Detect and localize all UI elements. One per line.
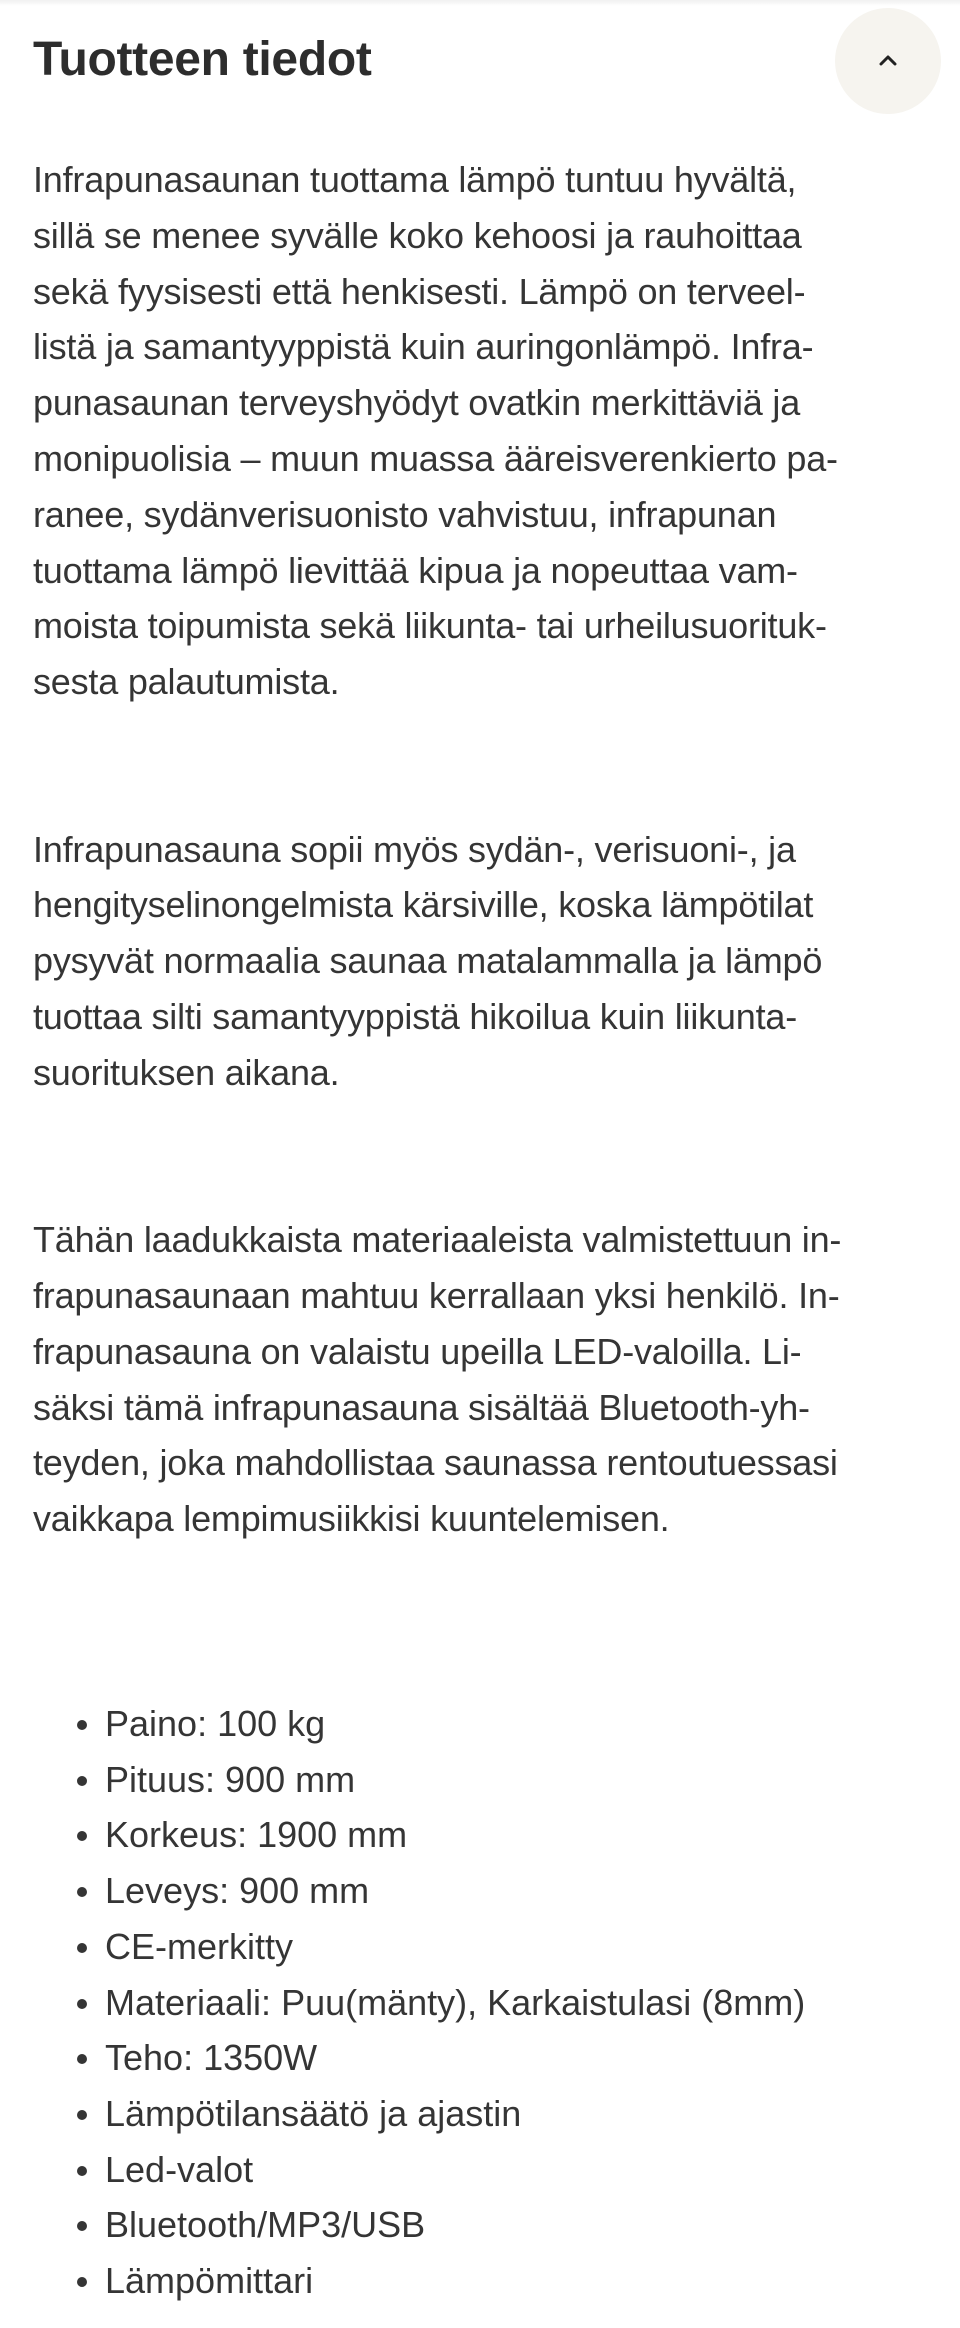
bullet-icon <box>77 2054 87 2064</box>
list-item <box>105 1975 805 2031</box>
spec-length: Pituus: 900 mm <box>105 1758 356 1800</box>
bullet-icon <box>77 1999 87 2009</box>
spec-height: Korkeus: 1900 mm <box>105 1814 408 1856</box>
spec-leds: Led-valot <box>105 2148 254 2190</box>
list-item <box>105 1696 805 1752</box>
chevron-up-icon <box>876 51 900 71</box>
list-item <box>105 1752 805 1808</box>
spec-list <box>105 1696 805 2309</box>
description-paragraph-2: Infrapunasauna sopii myös sydän-, verisuoni-, ja hengityselinongelmista kärsiville, koska lämpötilat pysyvät normaalia saunaa matalammalla ja lämpö tuottaa silti samantyyppistä hikoilua kuin liikunta- suorituksen aikana. <box>33 828 823 1093</box>
bullet-icon <box>77 1831 87 1841</box>
spec-ce: CE-merkitty <box>105 1925 293 1967</box>
product-description <box>33 152 938 1547</box>
list-item <box>105 2253 805 2309</box>
list-item <box>105 1807 805 1863</box>
spec-bluetooth: Bluetooth/MP3/USB <box>105 2204 426 2246</box>
list-item <box>105 2030 805 2086</box>
list-item <box>105 1863 805 1919</box>
spec-material: Materiaali: Puu(mänty), Karkaistulasi (8mm) <box>105 1981 806 2023</box>
spec-thermostat-timer: Lämpötilansäätö ja ajastin <box>105 2092 522 2134</box>
section-header <box>33 0 945 120</box>
spec-width: Leveys: 900 mm <box>105 1870 370 1912</box>
list-item <box>105 2086 805 2142</box>
collapse-button[interactable] <box>835 8 941 114</box>
bullet-icon <box>77 1943 87 1953</box>
bullet-icon <box>77 2166 87 2176</box>
description-paragraph-1: Infrapunasaunan tuottama lämpö tuntuu hyvältä, sillä se menee syvälle koko kehoosi ja rauhoittaa sekä fyysisesti että henkisesti. Lämpö on terveel- listä ja samantyyppistä kuin auringonlämpö. Infra- punasaunan terveyshyödyt ovatkin merkittäviä ja monipuolisia – muun muassa ääreisverenkierto pa- ranee, sydänverisuonisto vahvistuu, infrapunan tuottama lämpö lievittää kipua ja nopeuttaa vam- moista toipumista sekä liikunta- tai urheilusuorituk- sesta palautumista. <box>33 159 838 703</box>
bullet-icon <box>77 1887 87 1897</box>
description-paragraph-3: Tähän laadukkaista materiaaleista valmistettuun in- frapunasaunaan mahtuu kerrallaan yksi henkilö. In- frapunasauna on valaistu upeilla LED-valoilla. Li- säksi tämä infrapunasauna sisältää Bluetooth-yh- teyden, joka mahdollistaa saunassa rentoutuessasi vaikkapa lempimusiikkisi kuuntelemisen. <box>33 1219 842 1540</box>
bullet-icon <box>77 2277 87 2287</box>
section-title: Tuotteen tiedot <box>33 33 372 86</box>
list-item <box>105 2142 805 2198</box>
list-item <box>105 2197 805 2253</box>
bullet-icon <box>77 1776 87 1786</box>
spec-power: Teho: 1350W <box>105 2037 318 2079</box>
spec-weight: Paino: 100 kg <box>105 1703 326 1744</box>
spec-thermometer: Lämpömittari <box>105 2260 314 2302</box>
list-item <box>105 1919 805 1975</box>
bullet-icon <box>77 2110 87 2120</box>
bullet-icon <box>77 1720 87 1730</box>
bullet-icon <box>77 2221 87 2231</box>
